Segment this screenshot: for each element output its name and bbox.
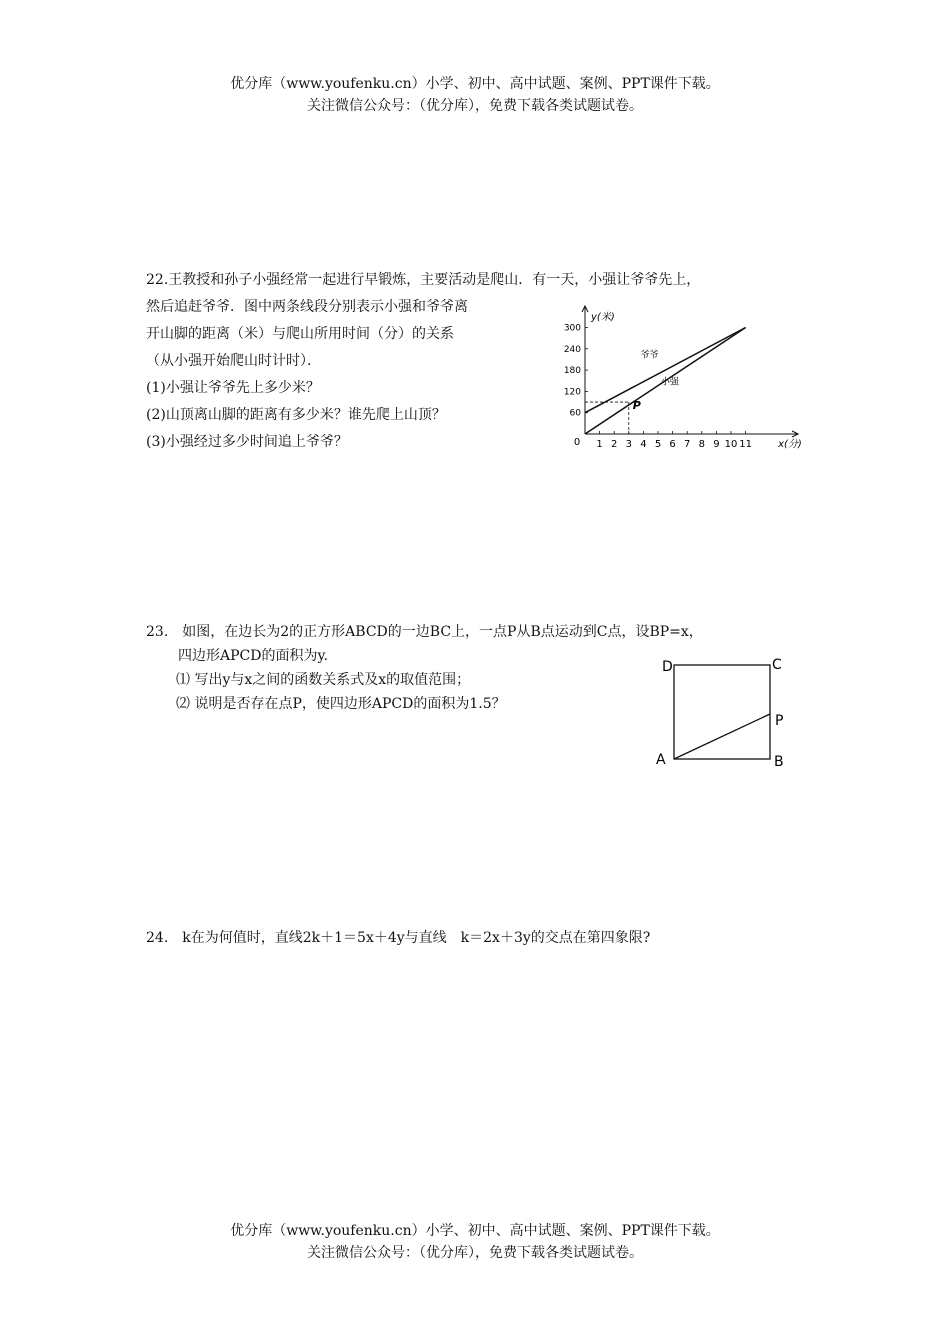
series-label-xiaoqiang: 小强 bbox=[660, 377, 679, 388]
x-tick-label: 8 bbox=[698, 439, 705, 450]
footer-line-1: 优分库（www.youfenku.cn）小学、初中、高中试题、案例、PPT课件下载。 bbox=[230, 1223, 720, 1239]
y-tick-label: 180 bbox=[563, 366, 581, 377]
question-24 bbox=[146, 926, 650, 950]
q22-line-2: 然后追赶爷爷．图中两条线段分别表示小强和爷爷离 bbox=[146, 299, 468, 315]
question-23 bbox=[146, 620, 703, 716]
x-tick-label: 3 bbox=[625, 439, 632, 450]
header-line-1: 优分库（www.youfenku.cn）小学、初中、高中试题、案例、PPT课件下载。 bbox=[230, 76, 720, 92]
q22-subquestion-1: (1)小强让爷爷先上多少米？ bbox=[146, 380, 320, 396]
label-a: A bbox=[656, 752, 666, 768]
x-tick-label: 11 bbox=[739, 439, 752, 450]
page-header bbox=[0, 73, 950, 117]
q24-line-1: 24. k在为何值时，直线2k＋1＝5x＋4y与直线 k＝2x＋3y的交点在第四象限? bbox=[146, 930, 651, 946]
square-abcd bbox=[674, 665, 770, 759]
y-axis-label: y(米) bbox=[591, 312, 615, 323]
label-b: B bbox=[774, 754, 784, 770]
series-line-grandpa bbox=[585, 328, 746, 413]
footer-line-2: 关注微信公众号：（优分库），免费下载各类试题试卷。 bbox=[307, 1245, 643, 1261]
label-p: P bbox=[775, 713, 784, 729]
x-tick-label: 2 bbox=[611, 439, 618, 450]
y-tick-label: 240 bbox=[563, 344, 581, 355]
page-footer bbox=[0, 1220, 950, 1264]
x-tick-label: 6 bbox=[669, 439, 676, 450]
q22-subquestion-2: (2)山顶离山脚的距离有多少米？谁先爬上山顶？ bbox=[146, 407, 446, 423]
header-line-2: 关注微信公众号：（优分库），免费下载各类试题试卷。 bbox=[307, 98, 643, 114]
square-figure bbox=[650, 652, 800, 774]
y-tick-label: 60 bbox=[569, 408, 581, 419]
distance-time-chart bbox=[555, 300, 815, 460]
x-tick-label: 7 bbox=[684, 439, 691, 450]
x-tick-label: 5 bbox=[654, 439, 662, 450]
origin-label: 0 bbox=[573, 437, 581, 448]
q23-line-1: 23. 如图，在边长为2的正方形ABCD的一边BC上，一点P从B点运动到C点，设BP=x， bbox=[146, 624, 703, 640]
x-tick-label: 4 bbox=[640, 439, 647, 450]
x-tick-label: 9 bbox=[713, 439, 720, 450]
q22-line-1: 22.王教授和孙子小强经常一起进行早锻炼，主要活动是爬山．有一天，小强让爷爷先上， bbox=[146, 272, 701, 288]
series-label-grandpa: 爷爷 bbox=[640, 350, 659, 361]
q23-subquestion-2: ⑵ 说明是否存在点P，使四边形APCD的面积为1.5？ bbox=[176, 696, 506, 712]
y-tick-label: 300 bbox=[563, 323, 581, 334]
x-axis-label: x(分) bbox=[778, 439, 802, 450]
segment-ap bbox=[674, 714, 770, 759]
label-d: D bbox=[662, 659, 673, 675]
q22-line-3: 开山脚的距离（米）与爬山所用时间（分）的关系 bbox=[146, 326, 454, 342]
label-c: C bbox=[772, 657, 782, 673]
x-tick-label: 1 bbox=[596, 439, 603, 450]
point-p-label: P bbox=[632, 399, 641, 413]
q23-line-2: 四边形APCD的面积为y. bbox=[178, 648, 328, 664]
q22-line-4: （从小强开始爬山时计时）． bbox=[146, 353, 321, 369]
x-tick-label: 10 bbox=[724, 439, 738, 450]
y-tick-label: 120 bbox=[563, 387, 581, 398]
q22-subquestion-3: (3)小强经过多少时间追上爷爷？ bbox=[146, 434, 348, 450]
q23-subquestion-1: ⑴ 写出y与x之间的函数关系式及x的取值范围； bbox=[176, 672, 471, 688]
